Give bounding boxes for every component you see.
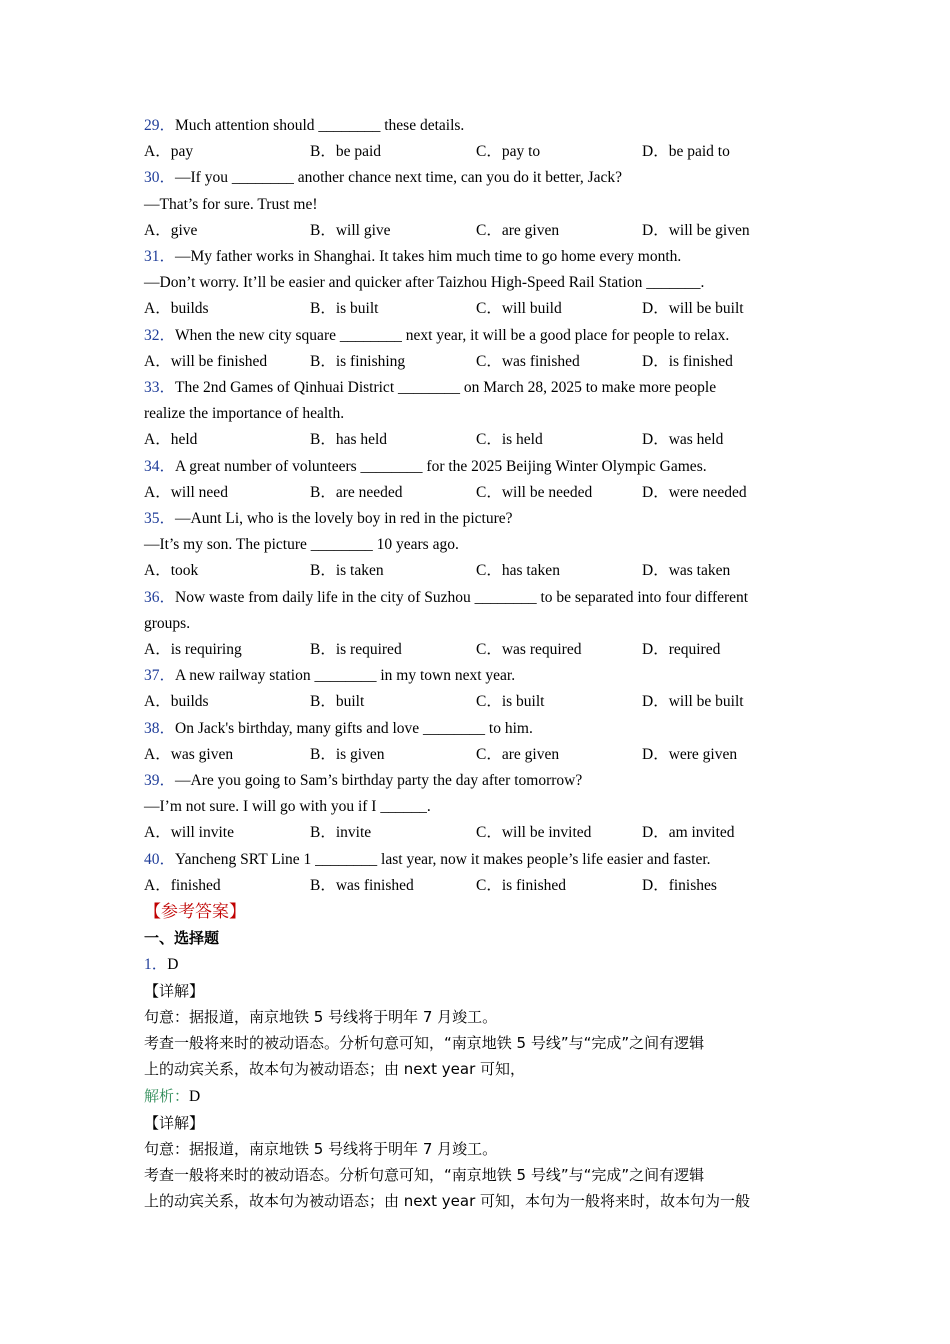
question-block [144,323,814,375]
question-block [144,716,814,768]
question-text: —That’s for sure. Trust me! [144,195,318,213]
option-c: C．pay to [476,143,541,161]
option-a: A．will need [144,483,228,501]
question-text: realize the importance of health. [144,405,345,423]
option-row [144,742,814,768]
option-row [144,296,814,322]
option-row [144,349,814,375]
option-b: B．invite [310,824,372,842]
question-block [144,454,814,506]
question-number: 29． [144,117,176,134]
option-b: B．be paid [310,143,382,161]
option-a: A．pay [144,143,194,161]
question-stem [144,113,814,139]
option-row [144,139,814,165]
analysis-line: 考查一般将来时的被动语态。分析句意可知，“南京地铁 5 号线”与“完成”之间有逻辑 [144,1166,705,1185]
option-c: C．was finished [476,352,580,370]
option-c: C．will build [476,300,562,318]
question-number: 32． [144,326,176,344]
section-title: 一、选择题 [144,929,220,948]
option-c: C．are given [476,745,560,763]
sentence-meaning: 句意：据报道，南京地铁 5 号线将于明年 7 月竣工。 [144,1007,498,1026]
question-text: When the new city square ________ next year, it will be a good place for people to relax. [175,326,730,344]
question-block [144,165,814,244]
question-text: —Don’t worry. It’ll be easier and quicker after Taizhou High-Speed Rail Station _______. [144,274,705,292]
option-c: C．will be invited [476,824,592,842]
option-a: A．was given [144,745,234,763]
jiexi-line [144,1083,814,1110]
question-line [144,192,814,218]
option-d: D．required [642,641,721,659]
option-d: D．were needed [642,483,747,501]
option-b: B．has held [310,431,388,449]
option-row [144,637,814,663]
option-c: C．is held [476,431,543,449]
question-block [144,585,814,664]
analysis-line: 上的动宾关系，故本句为被动语态；由 next year 可知，本句为一般将来时，故本句为一般 [144,1192,751,1211]
question-line [144,794,814,820]
question-stem [144,847,814,873]
question-text: —I’m not sure. I will go with you if I ______. [144,798,431,816]
question-number: 35． [144,510,176,528]
option-b: B．built [310,693,365,711]
option-a: A．held [144,431,198,449]
question-list [144,113,814,899]
option-a: A．finished [144,876,221,894]
option-a: A．builds [144,300,209,318]
question-stem [144,506,814,532]
option-c: C．was required [476,641,582,659]
option-row [144,558,814,584]
question-stem [144,323,814,349]
option-c: C．is finished [476,876,566,894]
question-block [144,847,814,899]
option-b: B．is taken [310,562,384,580]
question-block [144,244,814,323]
question-text: The 2nd Games of Qinhuai District ________ on March 28, 2025 to make more people [175,379,717,397]
option-d: D．was held [642,431,724,449]
option-row [144,873,814,899]
question-text: Now waste from daily life in the city of Suzhou ________ to be separated into four different [175,588,749,606]
question-number: 36． [144,588,176,606]
question-number: 38． [144,719,176,737]
question-stem [144,244,814,270]
question-number: 40． [144,850,176,868]
question-text: —My father works in Shanghai. It takes him much time to go home every month. [175,248,682,266]
jiexi-label: 解析： [144,1086,190,1105]
option-d: D．was taken [642,562,731,580]
question-block [144,768,814,847]
option-d: D．will be given [642,221,750,239]
question-stem [144,375,814,401]
option-b: B．is given [310,745,385,763]
question-text: groups. [144,614,191,632]
question-line [144,401,814,427]
option-b: B．is built [310,300,379,318]
option-c: C．will be needed [476,483,593,501]
question-block [144,663,814,715]
jiexi-answer: D [189,1087,201,1105]
question-text: —It’s my son. The picture ________ 10 years ago. [144,536,459,554]
detail-label: 【详解】 [144,1113,205,1132]
answer-item [144,952,814,978]
sentence-meaning: 句意：据报道，南京地铁 5 号线将于明年 7 月竣工。 [144,1139,498,1158]
question-stem [144,716,814,742]
answer-number: 1． [144,955,168,973]
option-d: D．will be built [642,693,744,711]
question-stem [144,768,814,794]
option-c: C．has taken [476,562,560,580]
question-text: Much attention should ________ these details. [175,117,465,134]
question-stem [144,585,814,611]
option-d: D．finishes [642,876,717,894]
option-row [144,218,814,244]
detail-label: 【详解】 [144,981,205,1000]
answer-title: 【参考答案】 [144,902,246,922]
question-stem [144,663,814,689]
question-text: On Jack's birthday, many gifts and love ________ to him. [175,719,533,737]
question-number: 37． [144,667,176,685]
option-c: C．are given [476,221,560,239]
option-d: D．am invited [642,824,735,842]
question-number: 30． [144,169,176,187]
question-stem [144,454,814,480]
question-number: 31． [144,248,176,266]
option-a: A．give [144,221,198,239]
option-b: B．are needed [310,483,403,501]
question-block [144,375,814,454]
option-row [144,689,814,715]
option-a: A．will invite [144,824,234,842]
answer-choice: D [167,955,179,973]
question-number: 39． [144,772,176,790]
analysis-line: 上的动宾关系，故本句为被动语态；由 next year 可知， [144,1060,526,1079]
option-a: A．is requiring [144,641,242,659]
option-b: B．is finishing [310,352,406,370]
option-c: C．is built [476,693,545,711]
option-d: D．were given [642,745,738,763]
question-text: A new railway station ________ in my town next year. [175,667,516,685]
option-b: B．is required [310,641,402,659]
question-text: —Aunt Li, who is the lovely boy in red in the picture? [175,510,513,528]
option-row [144,427,814,453]
question-line [144,611,814,637]
question-text: A great number of volunteers ________ for the 2025 Beijing Winter Olympic Games. [175,457,707,475]
option-b: B．will give [310,221,391,239]
question-line [144,532,814,558]
answer-section [144,899,814,1214]
question-line [144,270,814,296]
option-d: D．will be built [642,300,744,318]
question-stem [144,165,814,191]
question-number: 34． [144,457,176,475]
question-block [144,113,814,165]
question-text: Yancheng SRT Line 1 ________ last year, now it makes people’s life easier and faster. [175,850,711,868]
option-d: D．be paid to [642,143,730,161]
option-d: D．is finished [642,352,733,370]
analysis-line: 考查一般将来时的被动语态。分析句意可知，“南京地铁 5 号线”与“完成”之间有逻辑 [144,1034,705,1053]
document-page [144,113,814,1215]
question-text: —If you ________ another chance next time, can you do it better, Jack? [175,169,623,187]
option-b: B．was finished [310,876,414,894]
option-a: A．builds [144,693,209,711]
option-row [144,820,814,846]
option-a: A．took [144,562,199,580]
question-text: —Are you going to Sam’s birthday party the day after tomorrow? [175,772,583,790]
question-number: 33． [144,379,176,397]
option-row [144,480,814,506]
option-a: A．will be finished [144,352,268,370]
question-block [144,506,814,585]
